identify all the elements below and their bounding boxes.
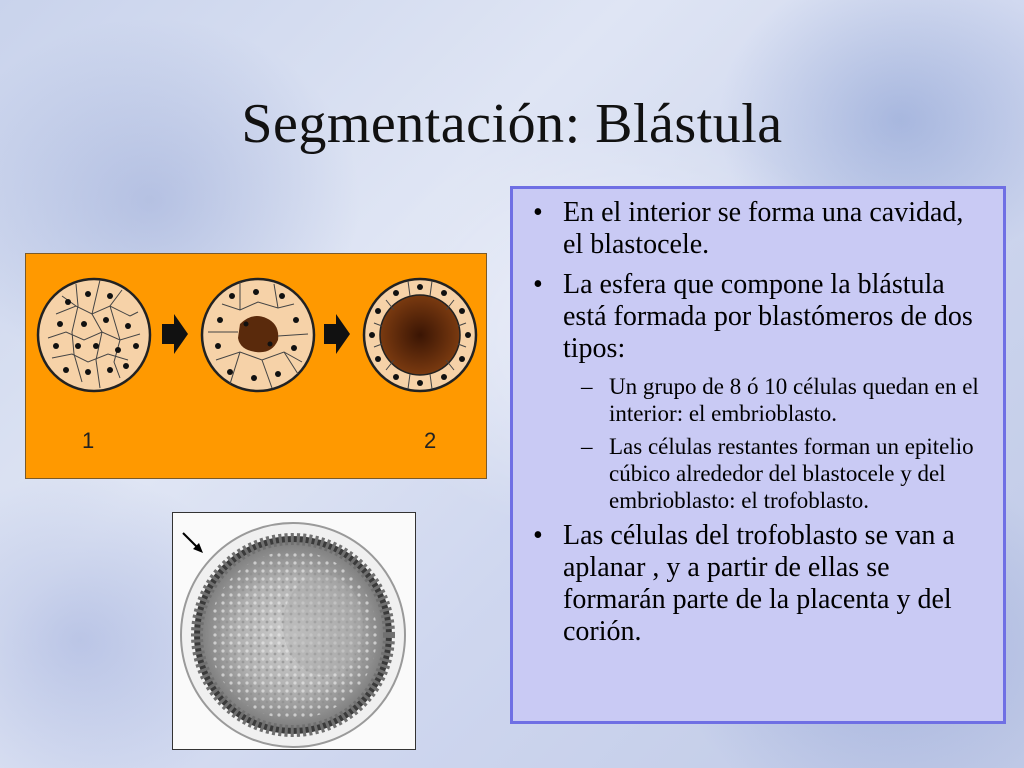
bullet-item: • La esfera que compone la blástula está formada por blastómeros de dos tipos: <box>527 269 989 365</box>
micrograph-image <box>173 513 416 750</box>
right-arrow-icon <box>324 314 350 354</box>
blastocyst-micrograph <box>172 512 416 750</box>
bullet-item: • Las células del trofoblasto se van a aplanar , y a partir de ellas se formarán parte de la placenta y del corión. <box>527 520 989 648</box>
content-text-box <box>510 186 1006 724</box>
bullet-list <box>527 197 989 648</box>
right-arrow-icon <box>162 314 188 354</box>
sub-bullet-item: – Las células restantes forman un epitelio cúbico alrededor del blastocele y del embrioblasto: el trofoblasto. <box>527 433 989 514</box>
blastula-sphere <box>364 279 476 391</box>
early-blastula-sphere <box>202 279 314 391</box>
slide-title: Segmentación: Blástula <box>241 93 783 155</box>
bullet-item: • En el interior se forma una cavidad, el blastocele. <box>527 197 989 261</box>
blastula-diagram <box>25 253 487 479</box>
stage-label-1: 1 <box>82 428 95 453</box>
stage-label-2: 2 <box>424 428 437 453</box>
blastula-stages-drawing <box>26 254 488 480</box>
morula-sphere <box>38 279 150 391</box>
sub-bullet-item: – Un grupo de 8 ó 10 células quedan en el interior: el embrioblasto. <box>527 373 989 427</box>
